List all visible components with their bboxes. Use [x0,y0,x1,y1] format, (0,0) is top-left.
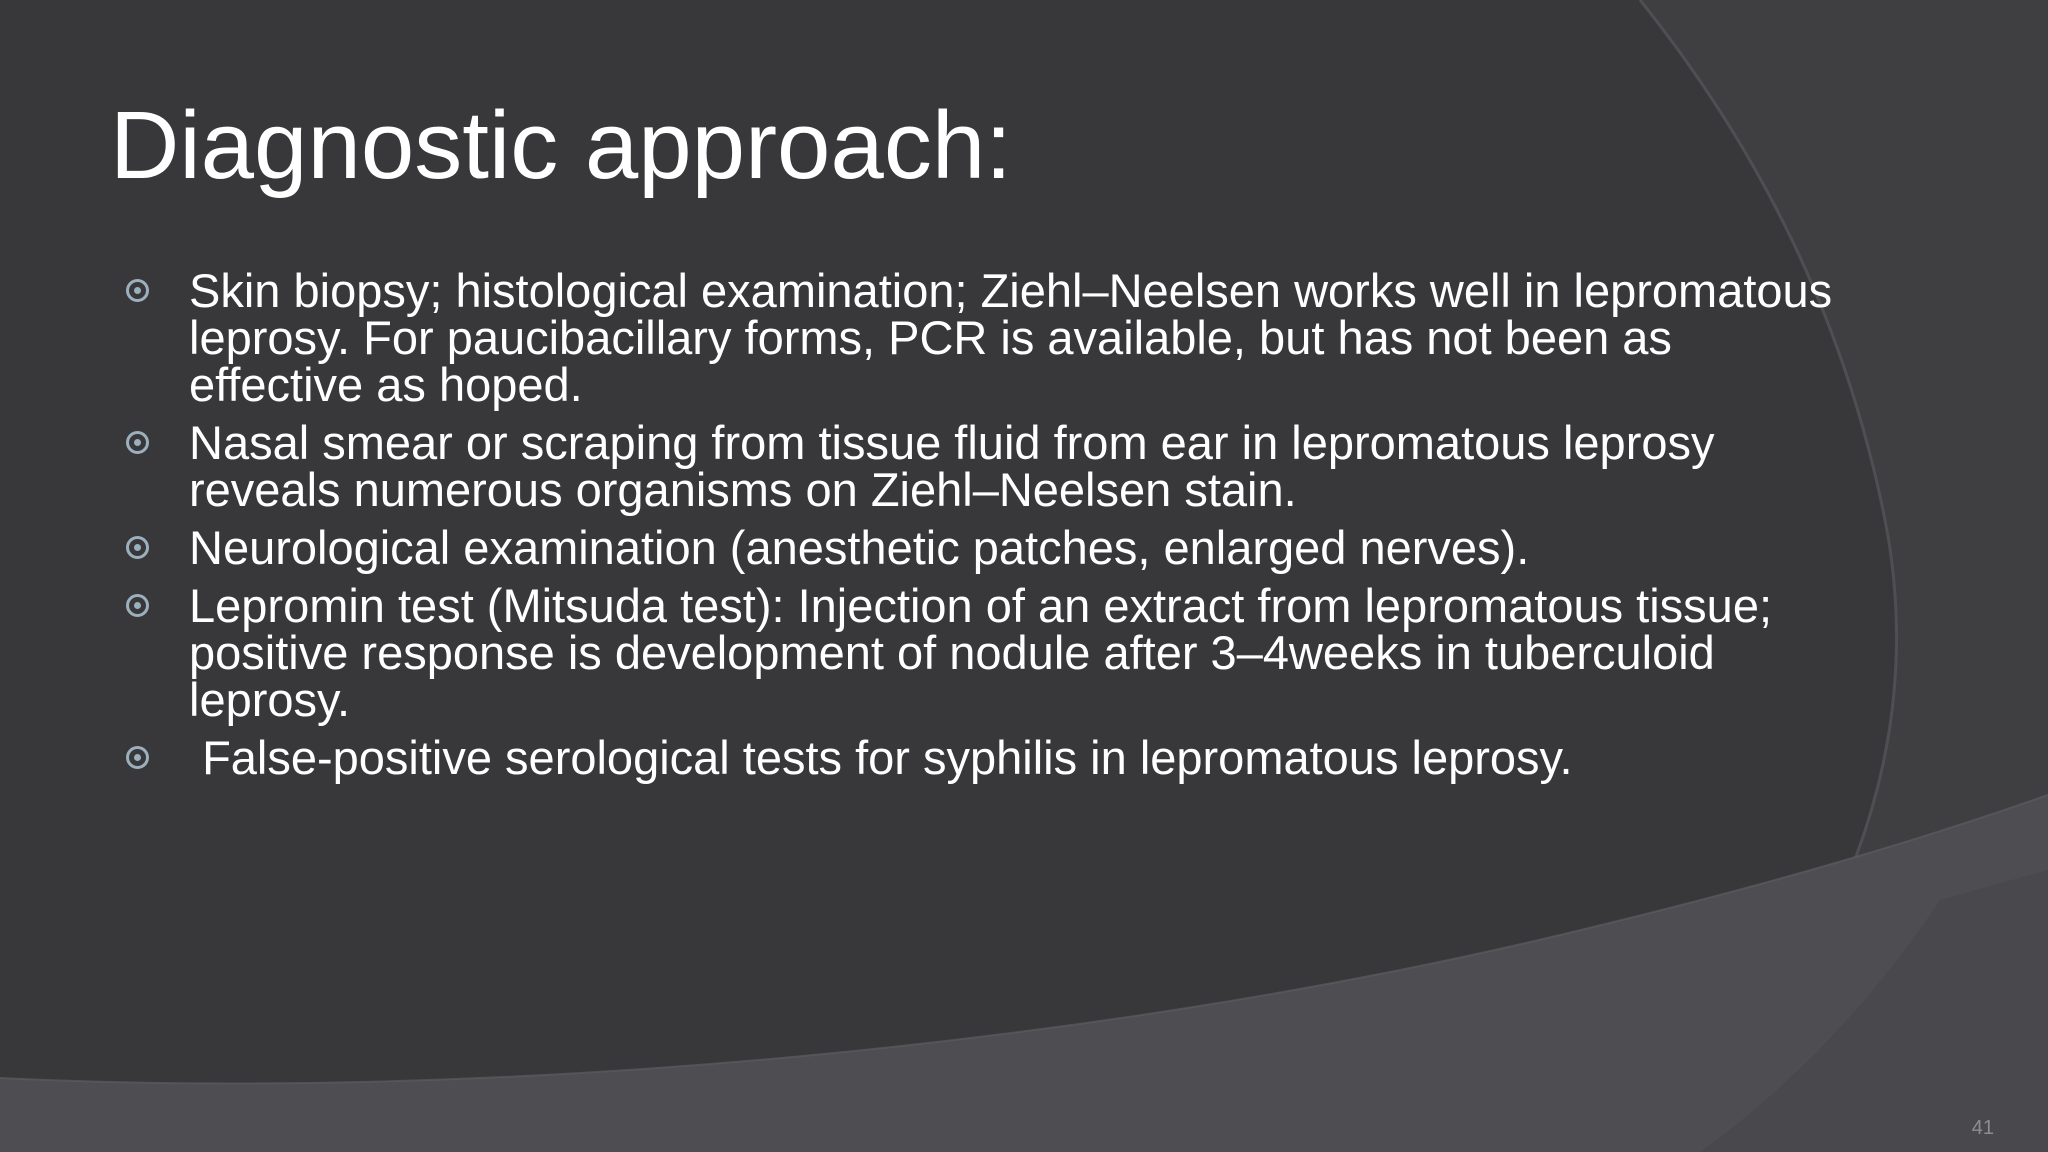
slide-title: Diagnostic approach: [110,92,1012,199]
slide-number: 41 [1971,1117,1994,1139]
circled-dot-icon [126,594,149,617]
circled-dot-icon [126,279,149,302]
circled-dot-icon [126,746,149,769]
bullet-text: Skin biopsy; histological examination; Ziehl–Neelsen works well in lepromatous leprosy. For paucibacillary forms, PCR is available, but has not been as effective as hoped. [189,264,1846,411]
bullet-item-nasal-smear [120,416,1840,516]
bullet-item-serological-tests [120,731,1840,784]
circled-dot-icon [126,536,149,559]
bullet-text: Neurological examination (anesthetic patches, enlarged nerves). [189,521,1530,574]
bullet-item-lepromin-test [120,579,1840,726]
bullet-text: Nasal smear or scraping from tissue fluid from ear in lepromatous leprosy reveals numerous organisms on Ziehl–Neelsen stain. [189,416,1728,516]
bullet-list [120,264,1846,792]
bullet-item-neurological-exam [120,521,1840,574]
circled-dot-icon [126,431,149,454]
bullet-item-skin-biopsy [120,264,1846,411]
bullet-text: Lepromin test (Mitsuda test): Injection of an extract from lepromatous tissue; positive response is development of nodule after 3–4weeks in tuberculoid leprosy. [189,579,1786,726]
background-bottom-band [0,795,2048,1152]
bullet-text: False-positive serological tests for syphilis in lepromatous leprosy. [189,731,1573,784]
